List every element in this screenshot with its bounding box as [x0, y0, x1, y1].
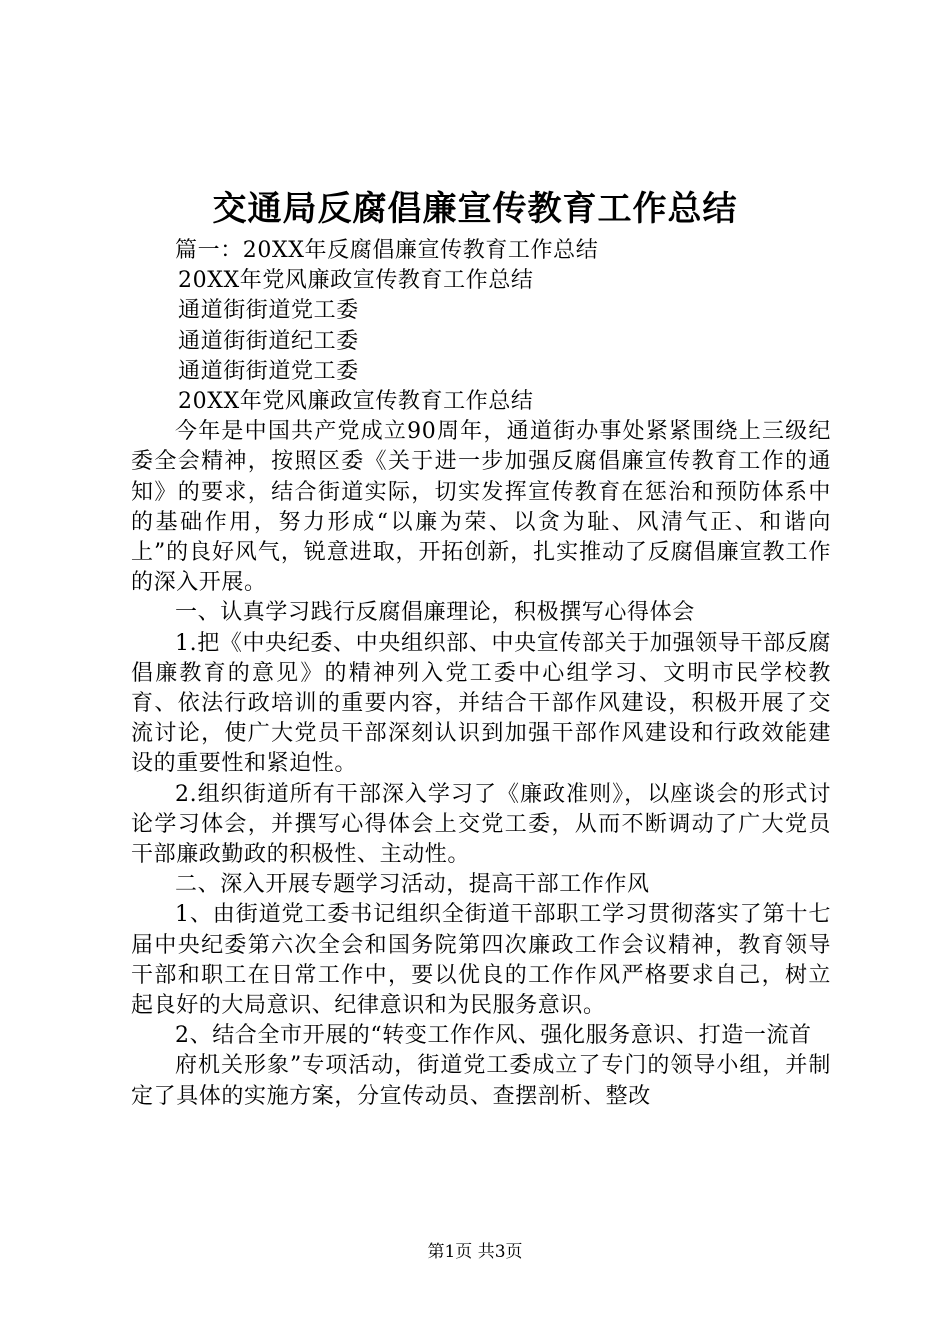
paragraph: 1.把《中央纪委、中央组织部、中央宣传部关于加强领导干部反腐倡廉教育的意见》的精神列入党工委中心组学习、文明市民学校教育、依法行政培训的重要内容，并结合干部作风建设，积极开展了交流讨论，使广大党员干部深刻认识到加强干部作风建设和行政效能建设的重要性和紧迫性。	[131, 630, 831, 777]
paragraph: 1、由街道党工委书记组织全街道干部职工学习贯彻落实了第十七届中央纪委第六次全会和国务院第四次廉政工作会议精神，教育领导干部和职工在日常工作中，要以优良的工作作风严格要求自己，树立起良好的大局意识、纪律意识和为民服务意识。	[131, 902, 831, 1019]
header-line: 通道街街道党工委	[178, 358, 359, 384]
document-body	[131, 236, 831, 1112]
header-line: 通道街街道党工委	[178, 298, 359, 324]
page-footer: 第1页 共3页	[427, 1242, 523, 1262]
paragraph: 府机关形象”专项活动，街道党工委成立了专门的领导小组，并制定了具体的实施方案，分宣传动员、查摆剖析、整改	[131, 1053, 831, 1109]
header-line: 通道街街道纪工委	[178, 328, 359, 354]
paragraph: 2.组织街道所有干部深入学习了《廉政准则》，以座谈会的形式讨论学习体会，并撰写心得体会上交党工委，从而不断调动了广大党员干部廉政勤政的积极性、主动性。	[131, 781, 831, 868]
header-line: 篇一：20XX年反腐倡廉宣传教育工作总结	[175, 238, 599, 263]
paragraph: 今年是中国共产党成立90周年，通道街办事处紧紧围绕上三级纪委全会精神，按照区委《关于进一步加强反腐倡廉宣传教育工作的通知》的要求，结合街道实际，切实发挥宣传教育在惩治和预防体系中的基础作用，努力形成“以廉为荣、以贪为耻、风清气正、和谐向上”的良好风气，锐意进取，开拓创新，扎实推动了反腐倡廉宣教工作的深入开展。	[131, 419, 831, 596]
section-heading: 一、认真学习践行反腐倡廉理论，积极撰写心得体会	[175, 600, 695, 626]
paragraph: 2、结合全市开展的“转变工作作风、强化服务意识、打造一流首	[175, 1023, 812, 1049]
section-heading: 二、深入开展专题学习活动，提高干部工作作风	[175, 872, 650, 898]
document-title: 交通局反腐倡廉宣传教育工作总结	[212, 189, 738, 229]
header-line: 20XX年党风廉政宣传教育工作总结	[178, 268, 534, 294]
header-line: 20XX年党风廉政宣传教育工作总结	[178, 389, 534, 415]
